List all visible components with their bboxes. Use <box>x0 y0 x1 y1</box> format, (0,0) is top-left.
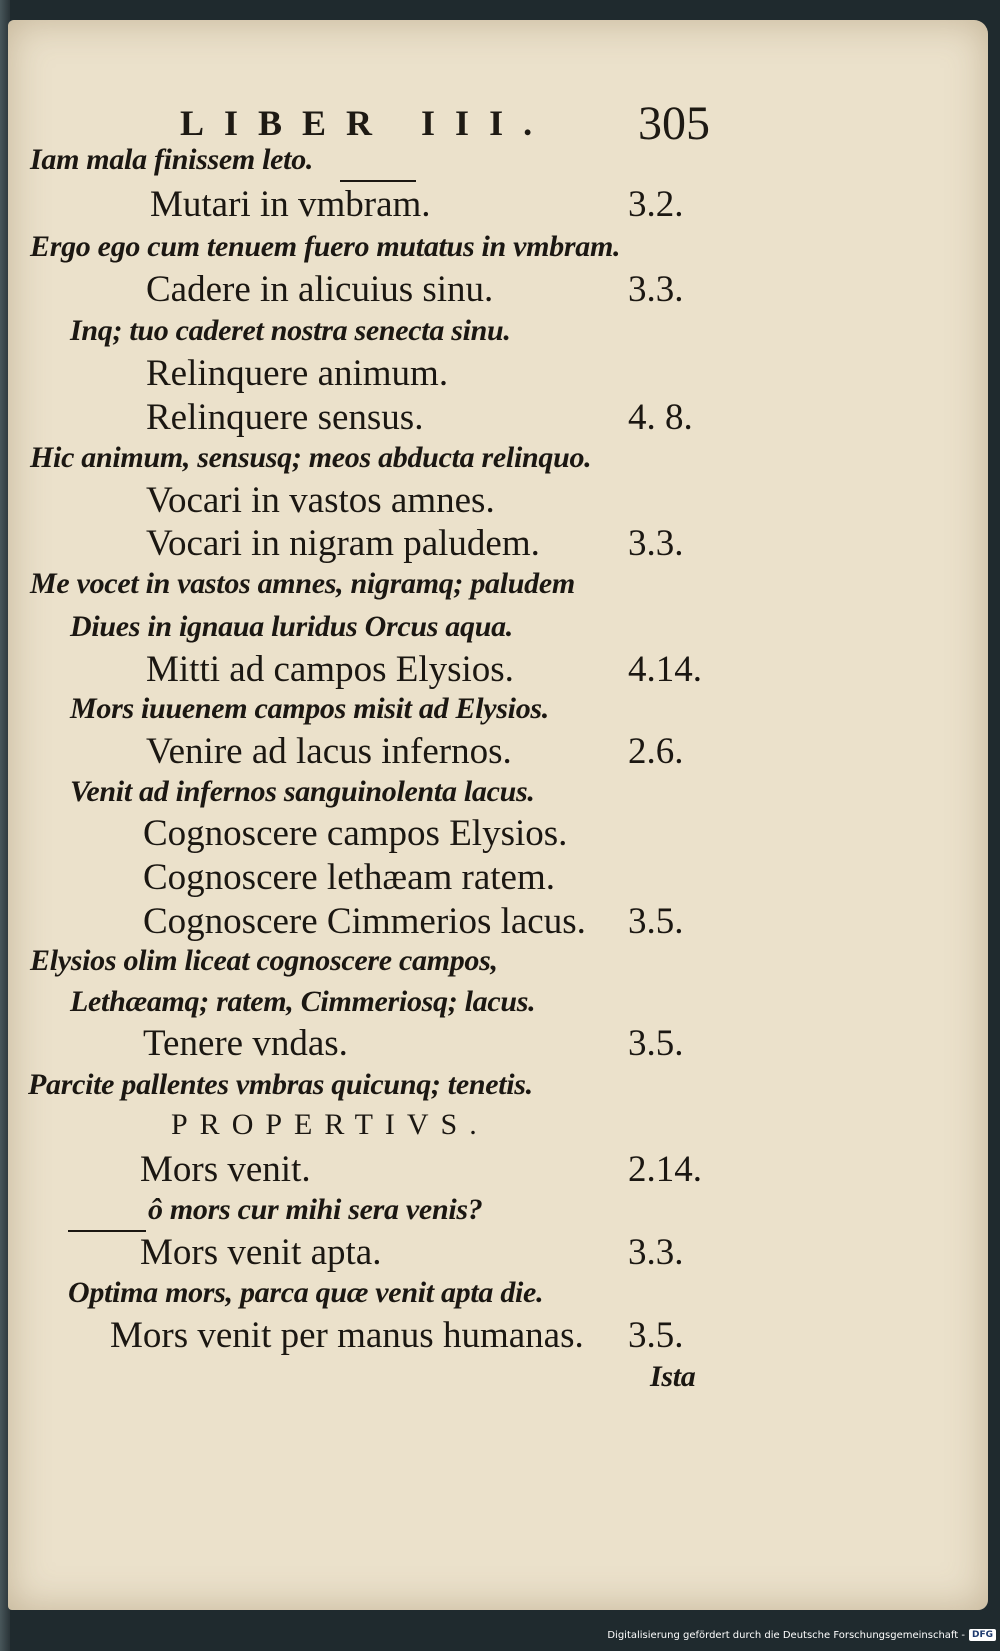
footer-credit: Digitalisierung gefördert durch die Deutsche Forschungsgemeinschaft - <box>607 1629 965 1641</box>
verse-line: Parcite pallentes vmbras quicunq; tenetis. <box>28 1068 533 1101</box>
phrase-entry: Mitti ad campos Elysios. <box>146 649 514 690</box>
phrase-entry: Relinquere animum. <box>146 353 449 394</box>
verse-line: Venit ad infernos sanguinolenta lacus. <box>70 775 535 808</box>
dash-rule <box>68 1230 146 1232</box>
verse-line: Ergo ego cum tenuem fuero mutatus in vmbram. <box>30 230 621 263</box>
verse-line: Iam mala finissem leto. <box>30 143 314 176</box>
citation-reference: 3.3. <box>628 1232 684 1273</box>
verse-line: ô mors cur mihi sera venis? <box>148 1193 483 1226</box>
phrase-entry: Cadere in alicuius sinu. <box>146 269 494 310</box>
verse-line: Me vocet in vastos amnes, nigramq; paludem <box>30 567 575 600</box>
phrase-entry: Venire ad lacus infernos. <box>146 731 512 772</box>
citation-reference: 3.3. <box>628 269 684 310</box>
phrase-entry: Cognoscere campos Elysios. <box>143 813 568 854</box>
running-title: LIBER III. <box>180 103 553 143</box>
citation-reference: 3.3. <box>628 523 684 564</box>
citation-reference: 3.5. <box>628 901 684 942</box>
citation-reference: 3.5. <box>628 1315 684 1356</box>
verse-line: Mors iuuenem campos misit ad Elysios. <box>70 692 549 725</box>
verse-line: Inq; tuo caderet nostra senecta sinu. <box>70 314 511 347</box>
citation-reference: 4. 8. <box>628 397 693 438</box>
phrase-entry: Tenere vndas. <box>143 1023 348 1064</box>
page-number: 305 <box>638 97 710 150</box>
citation-reference: 2.6. <box>628 731 684 772</box>
phrase-entry: Mors venit. <box>140 1149 311 1190</box>
verse-line: Optima mors, parca quæ venit apta die. <box>68 1276 544 1309</box>
section-heading: PROPERTIVS. <box>171 1108 489 1141</box>
book-page <box>8 20 988 1610</box>
dfg-logo: DFG <box>969 1629 996 1641</box>
dash-rule <box>340 180 416 182</box>
citation-reference: 3.2. <box>628 184 684 225</box>
phrase-entry: Vocari in vastos amnes. <box>146 480 495 521</box>
footer <box>607 1625 996 1645</box>
verse-line: Diues in ignaua luridus Orcus aqua. <box>70 610 513 643</box>
citation-reference: 4.14. <box>628 649 702 690</box>
phrase-entry: Mutari in vmbram. <box>150 184 431 225</box>
phrase-entry: Vocari in nigram paludem. <box>146 523 540 564</box>
verse-line: Elysios olim liceat cognoscere campos, <box>30 944 498 977</box>
phrase-entry: Cognoscere lethæam ratem. <box>143 857 556 898</box>
verse-line: Lethæamq; ratem, Cimmeriosq; lacus. <box>70 985 536 1018</box>
citation-reference: 2.14. <box>628 1149 702 1190</box>
verse-line: Hic animum, sensusq; meos abducta relinquo. <box>30 441 592 474</box>
verse-line: Ista <box>650 1360 696 1393</box>
phrase-entry: Cognoscere Cimmerios lacus. <box>143 901 586 942</box>
phrase-entry: Mors venit apta. <box>140 1232 382 1273</box>
phrase-entry: Mors venit per manus humanas. <box>110 1315 584 1356</box>
citation-reference: 3.5. <box>628 1023 684 1064</box>
phrase-entry: Relinquere sensus. <box>146 397 424 438</box>
